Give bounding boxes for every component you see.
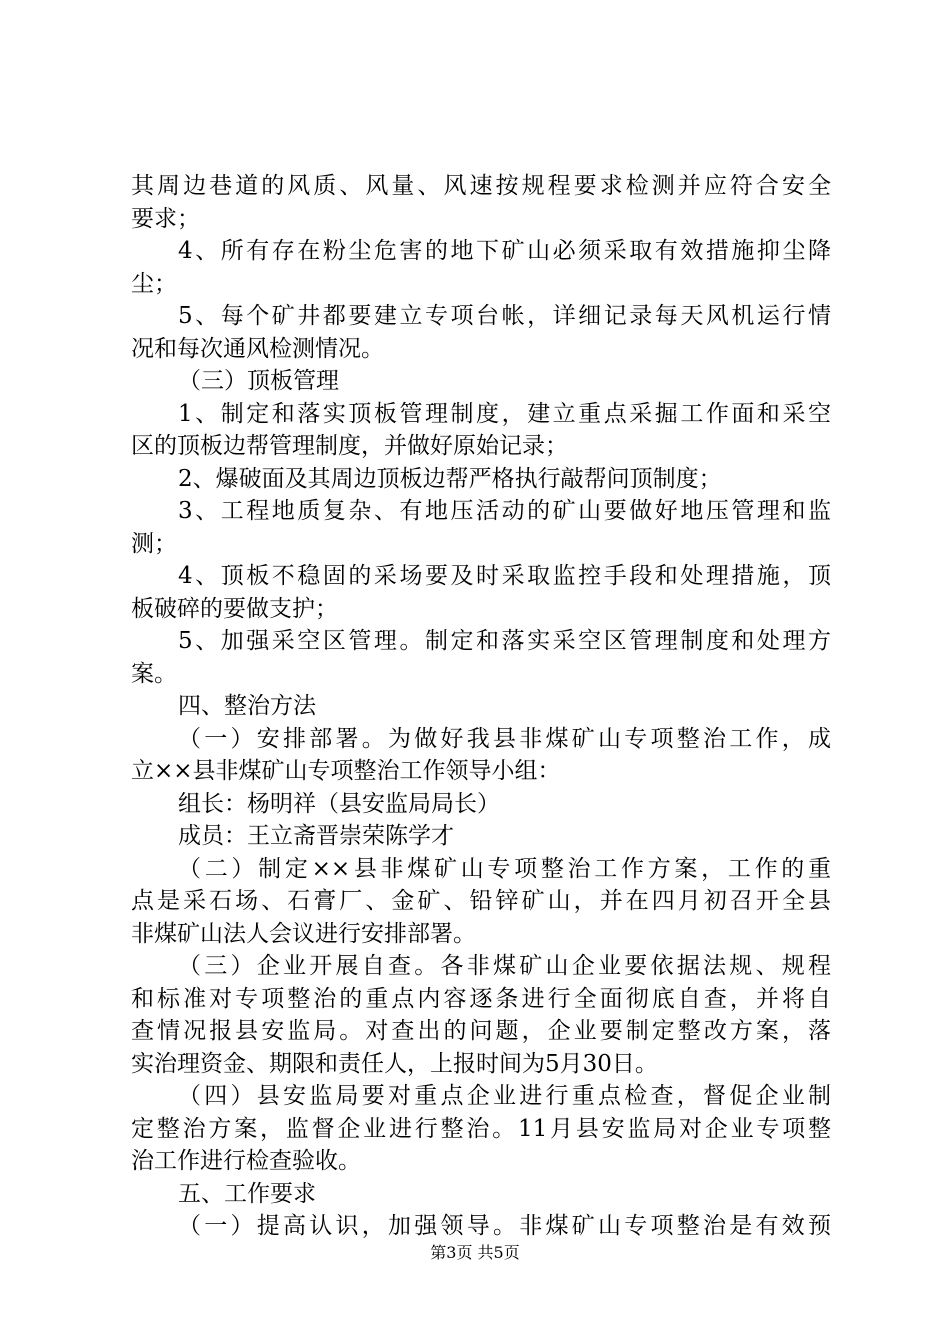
- text-line: 3、工程地质复杂、有地压活动的矿山要做好地压管理和监: [178, 498, 831, 524]
- text-line: 要求；: [131, 206, 200, 232]
- text-line: 况和每次通风检测情况。: [131, 336, 384, 362]
- text-line: 和标准对专项整治的重点内容逐条进行全面彻底自查，并将自: [131, 986, 831, 1012]
- text-line: 5、每个矿井都要建立专项台帐，详细记录每天风机运行情: [178, 303, 831, 329]
- text-line: （二）制定××县非煤矿山专项整治工作方案，工作的重: [178, 856, 831, 882]
- text-line: 成员：王立斋晋崇荣陈学才: [178, 823, 454, 849]
- text-line: 非煤矿山法人会议进行安排部署。: [131, 921, 476, 947]
- text-line: 1、制定和落实顶板管理制度，建立重点采掘工作面和采空: [178, 401, 831, 427]
- text-line: 4、顶板不稳固的采场要及时采取监控手段和处理措施，顶: [178, 563, 831, 589]
- text-line: （三）企业开展自查。各非煤矿山企业要依据法规、规程: [178, 953, 831, 979]
- text-line: 四、整治方法: [178, 693, 316, 719]
- text-line: 5、加强采空区管理。制定和落实采空区管理制度和处理方: [178, 628, 831, 654]
- text-line: 五、工作要求: [178, 1181, 316, 1207]
- text-line: （三）顶板管理: [178, 368, 339, 394]
- text-line: （一）提高认识，加强领导。非煤矿山专项整治是有效预: [178, 1213, 831, 1239]
- text-line: 定整治方案，监督企业进行整治。11月县安监局对企业专项整: [131, 1116, 831, 1142]
- text-line: 立××县非煤矿山专项整治工作领导小组：: [131, 758, 561, 784]
- text-line: 点是采石场、石膏厂、金矿、铅锌矿山，并在四月初召开全县: [131, 888, 831, 914]
- text-line: 4、所有存在粉尘危害的地下矿山必须采取有效措施抑尘降: [178, 238, 831, 264]
- text-line: （一）安排部署。为做好我县非煤矿山专项整治工作，成: [178, 726, 831, 752]
- text-line: 2、爆破面及其周边顶板边帮严格执行敲帮问顶制度；: [178, 466, 722, 492]
- text-line: 查情况报县安监局。对查出的问题，企业要制定整改方案，落: [131, 1018, 831, 1044]
- text-line: 治工作进行检查验收。: [131, 1148, 361, 1174]
- page-footer: 第3页 共5页: [430, 1243, 520, 1262]
- text-line: 案。: [131, 661, 177, 687]
- text-line: 其周边巷道的风质、风量、风速按规程要求检测并应符合安全: [131, 173, 831, 199]
- text-line: 尘；: [131, 271, 177, 297]
- text-line: 实治理资金、期限和责任人，上报时间为5月30日。: [131, 1051, 658, 1077]
- text-line: 组长：杨明祥（县安监局局长）: [178, 791, 500, 817]
- text-line: 测；: [131, 531, 177, 557]
- text-line: 区的顶板边帮管理制度，并做好原始记录；: [131, 433, 568, 459]
- text-line: 板破碎的要做支护；: [131, 596, 338, 622]
- text-line: （四）县安监局要对重点企业进行重点检查，督促企业制: [178, 1083, 831, 1109]
